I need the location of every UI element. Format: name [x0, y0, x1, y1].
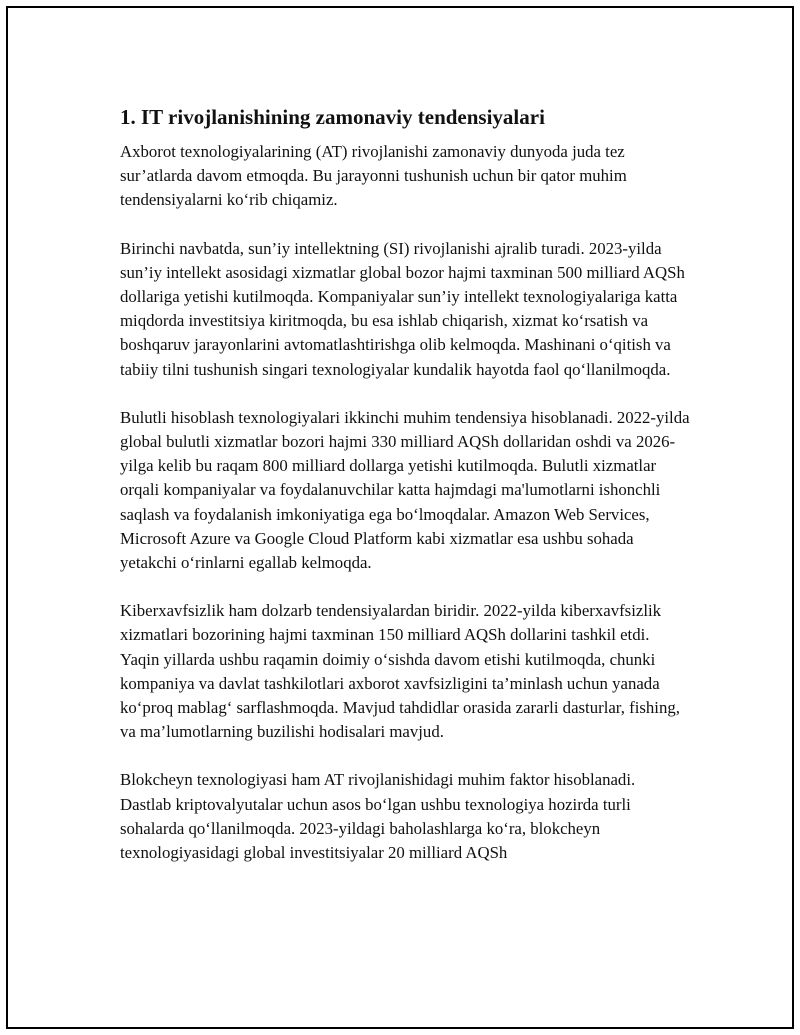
section-heading: 1. IT rivojlanishining zamonaviy tendensiyalari: [120, 105, 545, 129]
document-body: [120, 104, 690, 889]
paragraph-cloud-computing: Bulutli hisoblash texnologiyalari ikkinchi muhim tendensiya hisoblanadi. 2022-yilda global bulutli xizmatlar bozori hajmi 330 milliard AQSh dollaridan oshdi va 2026-yilga kelib bu raqam 800 milliard dollarga yetishi kutilmoqda. Bulutli xizmatlar orqali kompaniyalar va foydalanuvchilar katta hajmdagi ma'lumotlarni ishonchli saqlash va foydalanish imkoniyatiga ega bo‘lmoqdalar. Amazon Web Services, Microsoft Azure va Google Cloud Platform kabi xizmatlar esa ushbu sohada yetakchi o‘rinlarni egallab kelmoqda.: [120, 407, 690, 573]
paragraph-cybersecurity: Kiberxavfsizlik ham dolzarb tendensiyalardan biridir. 2022-yilda kiberxavfsizlik xizmatlari bozorining hajmi taxminan 150 milliard AQSh dollarini tashkil etdi. Yaqin yillarda ushbu raqamin doimiy o‘sishda davom etishi kutilmoqda, chunki kompaniya va davlat tashkilotlari axborot xavfsizligini ta’minlash uchun yanada ko‘proq mablag‘ sarflashmoqda. Mavjud tahdidlar orasida zararli dasturlar, fishing, va ma’lumotlarning buzilishi hodisalari mavjud.: [120, 601, 680, 742]
paragraph-artificial-intelligence: Birinchi navbatda, sun’iy intellektning (SI) rivojlanishi ajralib turadi. 2023-yilda sun’iy intellekt asosidagi xizmatlar global bozor hajmi taxminan 500 milliard AQSh dollariga yetishi kutilmoqda. Kompaniyalar sun’iy intellekt texnologiyalariga katta miqdorda investitsiya kiritmoqda, bu esa ishlab chiqarish, xizmat ko‘rsatish va boshqaruv jarayonlarini avtomatlashtirishga olib kelmoqda. Mashinani o‘qitish va tabiiy tilni tushunish singari texnologiyalar kundalik hayotda faol qo‘llanilmoqda.: [120, 238, 685, 379]
paragraph-blockchain: Blokcheyn texnologiyasi ham AT rivojlanishidagi muhim faktor hisoblanadi. Dastlab kriptovalyutalar uchun asos bo‘lgan ushbu texnologiya hozirda turli sohalarda qo‘llanilmoqda. 2023-yildagi baholashlarga ko‘ra, blokcheyn texnologiyasidagi global investitsiyalar 20 milliard AQSh: [120, 770, 636, 863]
page-border: [6, 6, 794, 1029]
paragraph-intro: Axborot texnologiyalarining (AT) rivojlanishi zamonaviy dunyoda juda tez sur’atlarda davom etmoqda. Bu jarayonni tushunish uchun bir qator muhim tendensiyalarni ko‘rib chiqamiz.: [120, 142, 627, 210]
